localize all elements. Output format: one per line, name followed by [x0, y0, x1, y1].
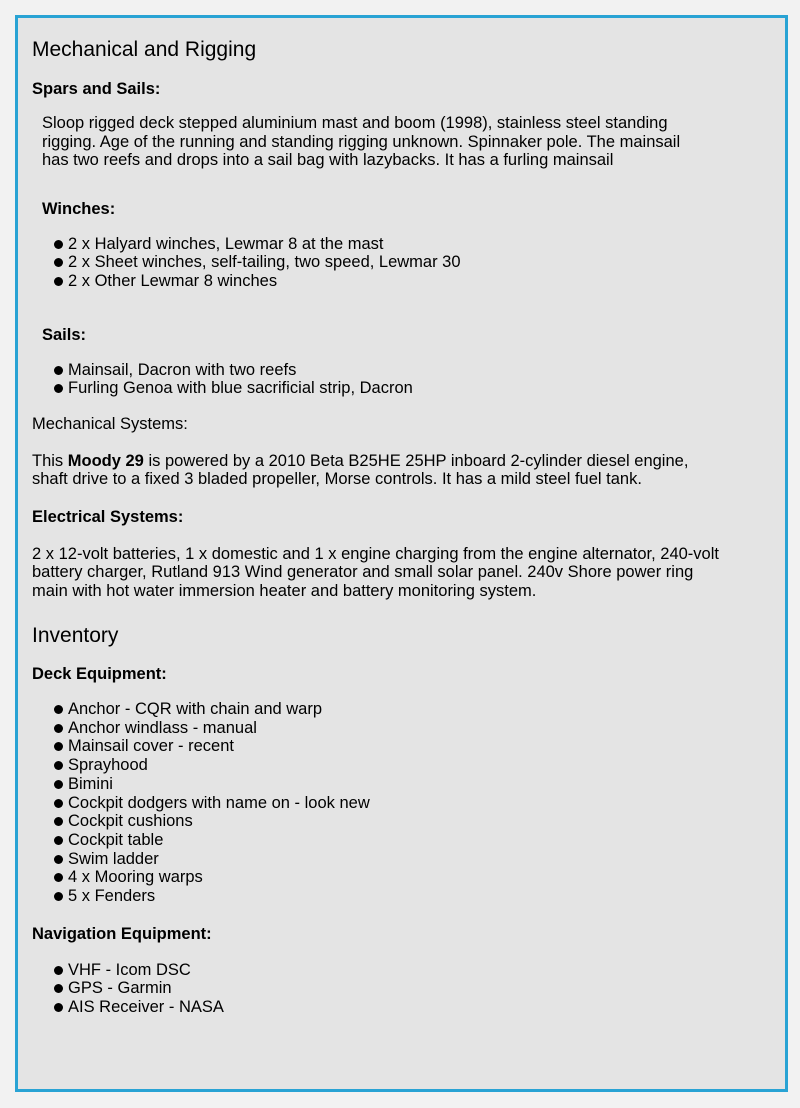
- list-item: [54, 719, 771, 738]
- list-item: [54, 775, 771, 794]
- heading-winches: Winches:: [42, 199, 116, 218]
- list-item: [54, 831, 771, 850]
- list-item-text: Mainsail, Dacron with two reefs: [68, 360, 297, 379]
- bullet-icon: [54, 984, 63, 993]
- list-item: [54, 253, 771, 272]
- mechanical-systems-line: shaft drive to a fixed 3 bladed propeller, Morse controls. It has a mild steel fuel tank.: [32, 470, 642, 489]
- list-item: [54, 868, 771, 887]
- boat-model: Moody 29: [67, 451, 144, 470]
- list-item-text: Cockpit cushions: [68, 812, 193, 831]
- bullet-icon: [54, 742, 63, 751]
- winches-list: [32, 235, 771, 291]
- list-item-text: Mainsail cover - recent: [68, 737, 234, 756]
- navigation-equipment-list: [32, 961, 771, 1017]
- list-item: [54, 812, 771, 831]
- list-item-text: VHF - Icom DSC: [68, 960, 191, 979]
- bullet-icon: [54, 966, 63, 975]
- bullet-icon: [54, 240, 63, 249]
- list-item-text: Bimini: [68, 774, 113, 793]
- electrical-description: [32, 545, 771, 601]
- list-item: [54, 794, 771, 813]
- bullet-icon: [54, 836, 63, 845]
- list-item: [54, 235, 771, 254]
- bullet-icon: [54, 1003, 63, 1012]
- list-item: [54, 737, 771, 756]
- heading-electrical-systems: Electrical Systems:: [32, 507, 184, 526]
- list-item-text: Anchor - CQR with chain and warp: [68, 700, 323, 719]
- heading-navigation-equipment: Navigation Equipment:: [32, 924, 212, 943]
- mechanical-systems-description: [32, 452, 771, 489]
- bullet-icon: [54, 277, 63, 286]
- bullet-icon: [54, 366, 63, 375]
- list-item-text: Cockpit table: [68, 830, 164, 849]
- bullet-icon: [54, 780, 63, 789]
- heading-deck-equipment: Deck Equipment:: [32, 665, 167, 684]
- list-item-text: Sprayhood: [68, 756, 148, 775]
- bullet-icon: [54, 761, 63, 770]
- mechanical-systems-line: [32, 452, 771, 471]
- bullet-icon: [54, 892, 63, 901]
- list-item-text: Swim ladder: [68, 849, 159, 868]
- list-item: [54, 961, 771, 980]
- section-title-inventory: Inventory: [32, 624, 119, 648]
- list-item-text: 2 x Halyard winches, Lewmar 8 at the mast: [68, 234, 384, 253]
- list-item: [54, 272, 771, 291]
- spars-description: [32, 114, 771, 170]
- list-item-text: GPS - Garmin: [68, 979, 172, 998]
- list-item-text: Anchor windlass - manual: [68, 718, 257, 737]
- bullet-icon: [54, 724, 63, 733]
- list-item-text: 4 x Mooring warps: [68, 868, 203, 887]
- text-rest: is powered by a 2010 Beta B25HE 25HP inboard 2-cylinder diesel engine,: [143, 451, 689, 470]
- list-item: [54, 379, 771, 398]
- list-item-text: AIS Receiver - NASA: [68, 998, 224, 1017]
- bullet-icon: [54, 799, 63, 808]
- bullet-icon: [54, 258, 63, 267]
- spars-line: Sloop rigged deck stepped aluminium mast and boom (1998), stainless steel standing: [42, 114, 668, 132]
- electrical-line: main with hot water immersion heater and battery monitoring system.: [32, 581, 537, 600]
- heading-spars-and-sails: Spars and Sails:: [32, 80, 161, 98]
- list-item-text: Cockpit dodgers with name on - look new: [68, 793, 370, 812]
- list-item-text: Furling Genoa with blue sacrificial strip, Dacron: [68, 379, 413, 398]
- electrical-line: battery charger, Rutland 913 Wind generator and small solar panel. 240v Shore power ring: [32, 563, 694, 582]
- list-item: [54, 700, 771, 719]
- heading-sails: Sails:: [42, 325, 87, 344]
- bullet-icon: [54, 817, 63, 826]
- bullet-icon: [54, 384, 63, 393]
- section-title-mechanical: Mechanical and Rigging: [32, 38, 257, 61]
- list-item: [54, 850, 771, 869]
- heading-mechanical-systems: Mechanical Systems:: [32, 415, 188, 434]
- list-item: [54, 998, 771, 1017]
- list-item: [54, 361, 771, 380]
- list-item: [54, 756, 771, 775]
- list-item-text: 2 x Sheet winches, self-tailing, two speed, Lewmar 30: [68, 253, 461, 272]
- deck-equipment-list: [32, 700, 771, 906]
- spars-line: rigging. Age of the running and standing rigging unknown. Spinnaker pole. The mainsail: [42, 132, 681, 151]
- electrical-line: 2 x 12-volt batteries, 1 x domestic and 1 x engine charging from the engine alternator, 240-volt: [32, 544, 719, 563]
- list-item-text: 2 x Other Lewmar 8 winches: [68, 271, 278, 290]
- list-item: [54, 979, 771, 998]
- bullet-icon: [54, 855, 63, 864]
- bullet-icon: [54, 873, 63, 882]
- text-prefix: This: [32, 451, 68, 470]
- spars-line: has two reefs and drops into a sail bag with lazybacks. It has a furling mainsail: [42, 151, 614, 169]
- bullet-icon: [54, 705, 63, 714]
- document-page: [15, 15, 788, 1092]
- list-item: [54, 887, 771, 906]
- sails-list: [32, 361, 771, 398]
- list-item-text: 5 x Fenders: [68, 887, 156, 906]
- document-content: [32, 36, 771, 1017]
